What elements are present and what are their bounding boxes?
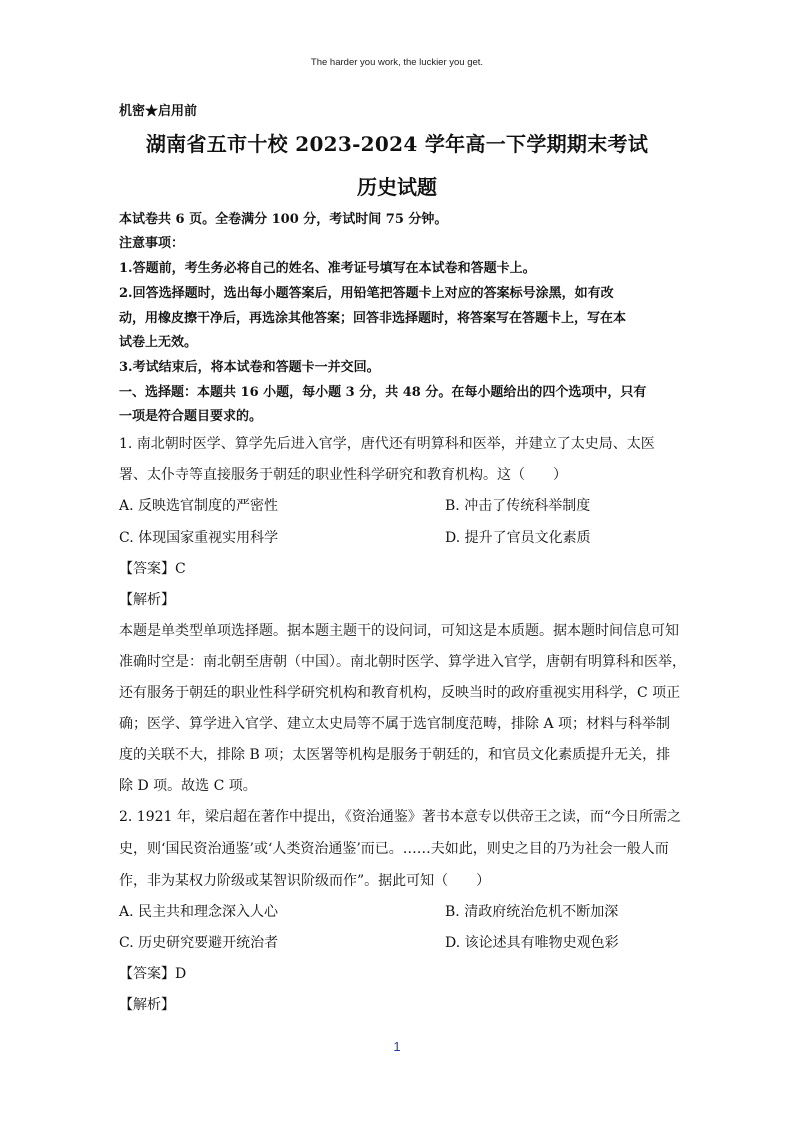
q2-option-b: B. 清政府统治危机不断加深 <box>445 904 619 920</box>
q1-analysis-line-1: 本题是单类型单项选择题。据本题主题干的设问词，可知这是本质题。据本题时间信息可知 <box>119 623 679 639</box>
confidential-label: 机密★启用前 <box>119 104 198 119</box>
q1-analysis-label: 【解析】 <box>119 592 175 608</box>
q2-option-c: C. 历史研究要避开统治者 <box>119 935 279 951</box>
q1-analysis-line-2: 准确时空是：南北朝至唐朝（中国）。南北朝时医学、算学进入官学，唐朝有明算科和医举， <box>119 654 686 670</box>
q1-option-d: D. 提升了官员文化素质 <box>445 530 591 546</box>
page-header-motto: The harder you work, the luckier you get. <box>310 57 484 68</box>
q1-option-c: C. 体现国家重视实用科学 <box>119 530 279 546</box>
q1-answer: 【答案】C <box>119 561 186 577</box>
q2-stem-line-1: 2. 1921 年，梁启超在著作中提出，《资治通鉴》著书本意专以供帝王之读，而“今日所需之 <box>119 809 682 825</box>
page-number: 1 <box>393 1039 401 1054</box>
exam-info: 本试卷共 6 页。全卷满分 100 分，考试时间 75 分钟。 <box>119 212 448 227</box>
q1-analysis-line-4: 确；医学、算学进入官学、建立太史局等不属于选官制度范畴，排除 A 项；材料与科举制 <box>119 716 671 732</box>
exam-title: 湖南省五市十校 2023-2024 学年高一下学期期末考试 <box>145 132 649 156</box>
q1-stem-line-1: 1. 南北朝时医学、算学先后进入官学，唐代还有明算科和医举，并建立了太史局、太医 <box>119 436 655 452</box>
q2-analysis-label: 【解析】 <box>119 997 175 1013</box>
q1-option-b: B. 冲击了传统科举制度 <box>445 498 591 514</box>
note-3: 3.考试结束后，将本试卷和答题卡一并交回。 <box>119 360 380 375</box>
q1-analysis-line-5: 度的关联不大，排除 B 项；太医署等机构是服务于朝廷的，和官员文化素质提升无关，排 <box>119 747 671 763</box>
q2-answer: 【答案】D <box>119 966 187 982</box>
note-2-line-1: 2.回答选择题时，选出每小题答案后，用铅笔把答题卡上对应的答案标号涂黑，如有改 <box>119 286 614 301</box>
q1-analysis-line-3: 还有服务于朝廷的职业性科学研究机构和教育机构，反映当时的政府重视实用科学，C 项正 <box>119 685 681 701</box>
note-2-line-3: 试卷上无效。 <box>119 335 198 350</box>
note-2-line-2: 动，用橡皮擦干净后，再选涂其他答案；回答非选择题时，将答案写在答题卡上，写在本 <box>119 311 627 326</box>
q2-stem-line-2: 史，则‘国民资治通鉴’或‘人类资治通鉴’而已。……夫如此，则史之目的乃为社会一般人而 <box>119 841 669 857</box>
note-1: 1.答题前，考生务必将自己的姓名、准考证号填写在本试卷和答题卡上。 <box>119 261 536 276</box>
q2-option-d: D. 该论述具有唯物史观色彩 <box>445 935 619 951</box>
q2-option-a: A. 民主共和理念深入人心 <box>119 904 279 920</box>
q2-stem-line-3: 作，非为某权力阶级或某智识阶级而作”。据此可知（ ） <box>119 873 491 889</box>
q1-stem-line-2: 署、太仆寺等直接服务于朝廷的职业性科学研究和教育机构。这（ ） <box>119 467 567 483</box>
section-heading-line-2: 一项是符合题目要求的。 <box>119 409 263 424</box>
q1-option-a: A. 反映选官制度的严密性 <box>119 498 279 514</box>
notes-heading: 注意事项： <box>119 236 185 251</box>
section-heading-line-1: 一、选择题：本题共 16 小题，每小题 3 分，共 48 分。在每小题给出的四个选项中，只有 <box>119 385 647 400</box>
exam-subtitle: 历史试题 <box>357 175 437 199</box>
q1-analysis-line-6: 除 D 项。故选 C 项。 <box>119 778 257 794</box>
